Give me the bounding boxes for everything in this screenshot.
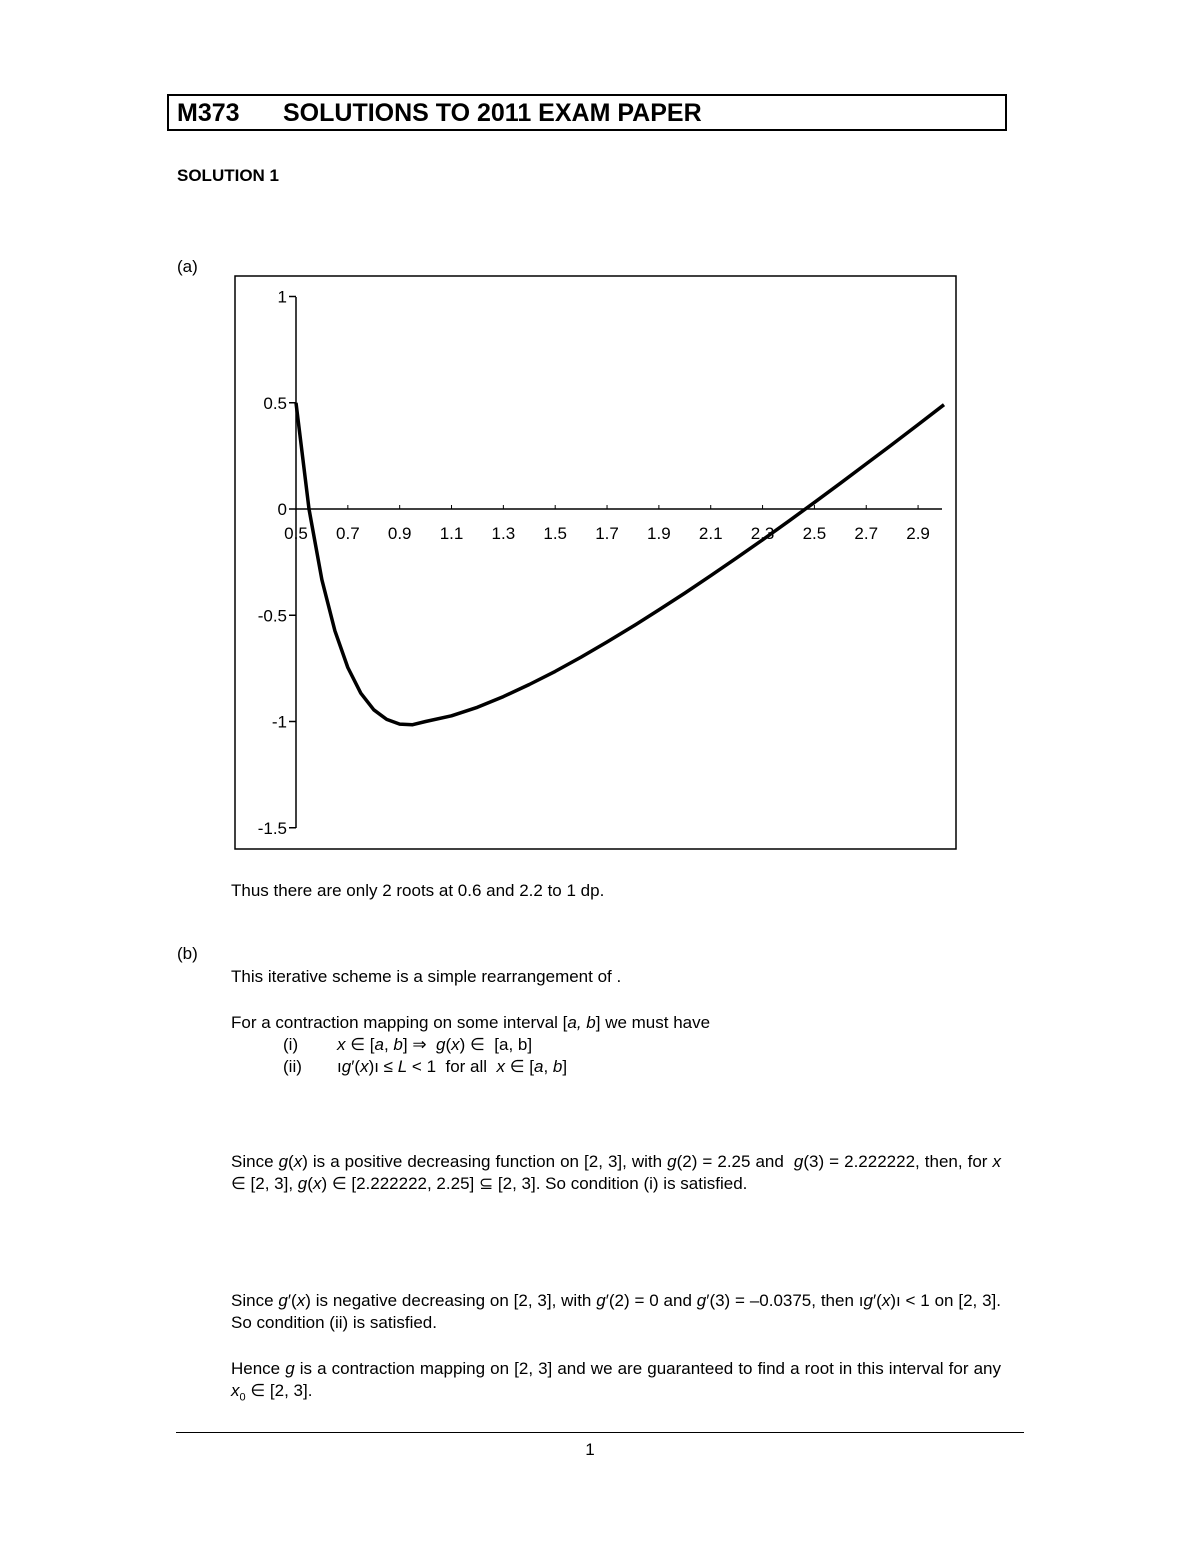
- footer-rule: [176, 1432, 1024, 1433]
- part-a-label: (a): [177, 257, 198, 276]
- conclusion-paragraph: Hence g is a contraction mapping on [2, 3] and we are guaranteed to find a root in this interval for any $x_0$ ∈ [2, 3].: [231, 1359, 1001, 1404]
- condition-i-argument: Since g(x) is a positive decreasing function on [2, 3], with g(2) = 2.25 and g(3) = 2.222222, then, for x ∈ [2, 3], g(x) ∈ [2.222222, 2.25] ⊆ [2, 3]. So condition (i) is satisfied.: [231, 1152, 1001, 1193]
- x-tick-label: 2.9: [906, 524, 930, 543]
- y-tick-label: -0.5: [257, 606, 287, 626]
- x-tick-label: 1.1: [439, 524, 464, 543]
- condition-ii-domain: x ∈ [a, b]: [496, 1057, 568, 1076]
- y-tick-label: 0: [277, 500, 287, 519]
- text-fragment: is negative decreasing on [2, 3], with: [315, 1291, 592, 1310]
- condition-label: (i): [283, 1035, 299, 1054]
- condition-ii-argument: Since g′(x) is negative decreasing on [2, 3], with g′(2) = 0 and g′(3) = –0.0375, then ıg′(x)ı < 1 on [2, 3]. So condition (ii) is satisfied.: [231, 1291, 1001, 1332]
- x-tick-label: 2.7: [854, 524, 879, 543]
- text-fragment: ∈ [2, 3].: [250, 1381, 313, 1400]
- text-fragment: (3) = 2.222222, then, for: [803, 1152, 988, 1171]
- course-code: M373: [177, 99, 240, 127]
- condition-i-math: x ∈ [a, b] ⇒ g(x) ∈ [a, b]: [337, 1035, 533, 1054]
- x-tick-label: 1.9: [647, 524, 671, 543]
- text-fragment: is a contraction mapping on [2, 3] and we are guaranteed to find a root in this interval for any: [299, 1359, 1001, 1378]
- x-ticks: [284, 505, 930, 543]
- plot-frame: [235, 276, 956, 849]
- text-fragment: For a contraction mapping on some interval [: [231, 1013, 568, 1032]
- text-fragment: Since: [231, 1291, 274, 1310]
- page-number: 1: [585, 1440, 595, 1459]
- condition-ii: [283, 1056, 567, 1078]
- iteration-intro: This iterative scheme is a simple rearrangement of .: [231, 967, 622, 986]
- text-fragment: Hence: [231, 1359, 281, 1378]
- text-fragment: ∈ [2, 3],: [231, 1174, 294, 1193]
- y-tick-label: 1: [277, 287, 287, 307]
- condition-label: (ii): [283, 1057, 302, 1076]
- function-plot: [234, 275, 958, 851]
- text-fragment: for all: [445, 1057, 488, 1076]
- x-tick-label: 2.1: [698, 524, 723, 543]
- text-fragment: is a positive decreasing function on [2, 3], with: [312, 1152, 663, 1171]
- text-fragment: (3) = –0.0375, then: [709, 1291, 854, 1310]
- x-tick-label: 1.5: [543, 524, 568, 543]
- x-tick-label: 1.3: [491, 524, 516, 543]
- text-fragment: < 1 on [2, 3]. So condition (ii) is satisfied.: [231, 1291, 1001, 1332]
- interval-symbol: a, b: [567, 1013, 596, 1032]
- part-b-label: (b): [177, 944, 198, 963]
- condition-i: [283, 1034, 532, 1056]
- text-fragment: ] we must have: [595, 1013, 711, 1032]
- x-tick-label: 2.5: [802, 524, 827, 543]
- x-tick-label: 0.7: [336, 524, 360, 543]
- y-tick-label: 0.5: [263, 393, 287, 413]
- text-fragment: ∈ [2.222222, 2.25] ⊆ [2, 3]. So condition (i) is satisfied.: [331, 1174, 748, 1193]
- x-tick-label: 0.9: [387, 524, 412, 543]
- x-tick-label: 0.5: [284, 524, 308, 543]
- text-fragment: (2) = 0 and: [608, 1291, 692, 1310]
- text-fragment: Since: [231, 1152, 274, 1171]
- paper-title: SOLUTIONS TO 2011 EXAM PAPER: [283, 99, 702, 127]
- y-tick-label: -1.5: [257, 818, 287, 838]
- x-tick-label: 2.3: [750, 524, 775, 543]
- condition-ii-math: ıg′(x)ı ≤ L < 1: [337, 1057, 446, 1076]
- text-fragment: (2) = 2.25 and: [676, 1152, 784, 1171]
- solution-heading: SOLUTION 1: [177, 166, 280, 185]
- title-box: [167, 94, 1007, 131]
- part-a-conclusion: Thus there are only 2 roots at 0.6 and 2.2 to 1 dp.: [231, 881, 605, 900]
- y-ticks: [258, 288, 296, 838]
- y-tick-label: -1: [271, 712, 287, 732]
- function-curve: [296, 403, 944, 725]
- contraction-intro: [231, 1012, 710, 1034]
- x-tick-label: 1.7: [595, 524, 619, 543]
